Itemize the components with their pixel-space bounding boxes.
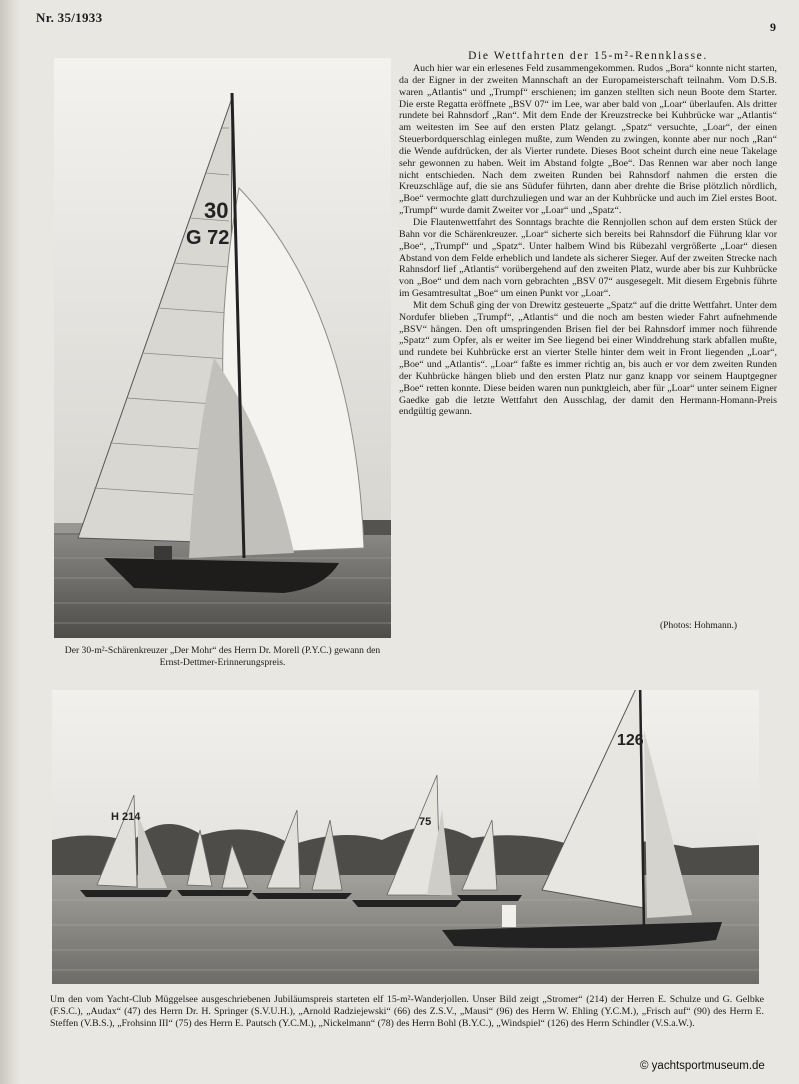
sail-label-126: 126 <box>617 732 644 749</box>
caption-top: Der 30-m²-Schärenkreuzer „Der Mohr“ des Herrn Dr. Morell (P.Y.C.) gewann den Ernst-Dettmer-Erinnerungspreis. <box>64 645 381 668</box>
caption-bottom: Um den vom Yacht-Club Müggelsee ausgeschriebenen Jubiläumspreis starteten elf 15-m²-Wanderjollen. Unser Bild zeigt „Stromer“ (214) der Herren E. Schulze und G. Gelbke (F.S.C.), „Audax“ (47) des Herrn Dr. H. Springer (S.V.U.H.), „Arnold Radziejewski“ (66) des Z.S.V., „Mausi“ (96) des Herrn W. Ehling (Y.C.M.), „Frisch auf“ (90) des Herrn E. Steffen (V.B.S.), „Frohsinn III“ (75) des Herrn E. Pautsch (Y.C.M.), „Nickelmann“ (78) des Herrn Bohl (B.Y.C.), „Windspiel“ (126) des Herrn Schindler (V.S.a.W.). <box>50 994 764 1030</box>
photo-wanderjollen <box>52 690 759 984</box>
sail-label-214: H 214 <box>111 811 141 823</box>
page-number: 9 <box>770 20 776 34</box>
article-title: Die Wettfahrten der 15-m²-Rennklasse. <box>468 50 708 62</box>
photo-schaerenkreuzer <box>54 58 391 638</box>
photo-credit: (Photos: Hohmann.) <box>660 621 738 631</box>
dinghies-photo <box>52 690 759 984</box>
page-binding-edge <box>0 0 20 1084</box>
sail-label-75: 75 <box>419 816 432 828</box>
sail-number-bottom: G 72 <box>186 227 230 249</box>
sailboat-photo <box>54 58 391 638</box>
article <box>399 50 777 418</box>
issue-number: Nr. 35/1933 <box>36 10 103 25</box>
sail-number-top: 30 <box>204 198 229 223</box>
article-paragraph: Auch hier war ein erlesenes Feld zusammengekommen. Rudos „Bora“ konnte nicht starten, da der Eigner in der zweiten Mannschaft an der Europameisterschaft teilnahm. Vom D.S.B. waren „Atlantis“ und „Trumpf“ erschienen; im ganzen stellten sich neun Boote dem Starter. Die erste Regatta eröffnete „BSV 07“ im Lee, war aber bald von „Loar“ überlaufen. Als dritter rundete bei Rahnsdorf „Ran“. Mit dem Ende der Kreuzstrecke bei Kuhbrücke war „Atlantis“ am weitesten im See auf den ersten Platz gelangt. „Spatz“ versuchte, „Loar“, der einen Steuerbordquerschlag einlegen mußte, zum Wenden zu zwingen, konnte aber nur noch „Ran“ die Wende aufdrücken, der als Vierter rundete. Dieses Boot scheint durch eine neue Takelage sehr gewonnen zu haben. Weit im Abstand folgte „Boe“. Das Rennen war aber noch lange nicht entschieden. Nach dem zweiten Runden bei Rahnsdorf nahmen die ersten die Kreuzschläge auf, die sie ans Südufer führten, dann aber drehte die Brise plötzlich nördlich, „Boe“ vermochte glatt durchzuliegen und war an der Kuhbrücke und auch im Ziel erstes Boot. „Trumpf“ wurde damit Zweiter vor „Loar“ und „Spatz“. <box>399 63 777 217</box>
article-paragraph: Mit dem Schuß ging der von Drewitz gesteuerte „Spatz“ auf die dritte Wettfahrt. Unter dem Nordufer blieben „Trumpf“, „Atlantis“ und die noch am besten wieder Fahrt aufnehmende „BSV“ hängen. Den oft umspringenden Brisen fiel der bei Rahnsdorf immer noch führende „Spatz“ zum Opfer, als er weiter im See liegend bei einer Winddrehung stark abfallen mußte, und rundete bei Kuhbrücke erst an vierter Stelle hinter dem weit in Front liegenden „Loar“, „Boe“ und „Atlantis“. „Loar“ faßte es immer richtig an, bis auch er vor dem zweiten Runden der Kuhbrücke hängen blieb und den ersten Platz nur ganz knapp vor seinem Hauptgegner „Boe“ retten konnte. Diese beiden waren nun punktgleich, aber für „Loar“ unter seinem Eigner Gaedke gab die letzte Wettfahrt den Ausschlag, der damit den Hermann-Homann-Preis endgültig gewann. <box>399 299 777 418</box>
watermark: © yachtsportmuseum.de <box>640 1060 765 1072</box>
article-paragraph: Die Flautenwettfahrt des Sonntags brachte die Rennjollen schon auf dem ersten Stück der Bahn vor die Schärenkreuzer. „Loar“ sicherte sich bereits bei Rahnsdorf die Führung klar vor „Boe“, „Trumpf“ und „Spatz“. Unter halbem Wind bis Rübezahl vergrößerte „Loar“ diesen Abstand von dem Felde erheblich und landete als sicherer Sieger. Auf der zweiten Strecke nach Rahnsdorf lief „Atlantis“ vorübergehend auf den zweiten Platz, wurde aber bis zur Kuhbrücke von „Boe“ und dem nach vorn gebrachten „BSV 07“ ausgesegelt. Mit diesem Ergebnis führte im Gesamtresultat „Boe“ um einen Punkt vor „Loar“. <box>399 216 777 300</box>
